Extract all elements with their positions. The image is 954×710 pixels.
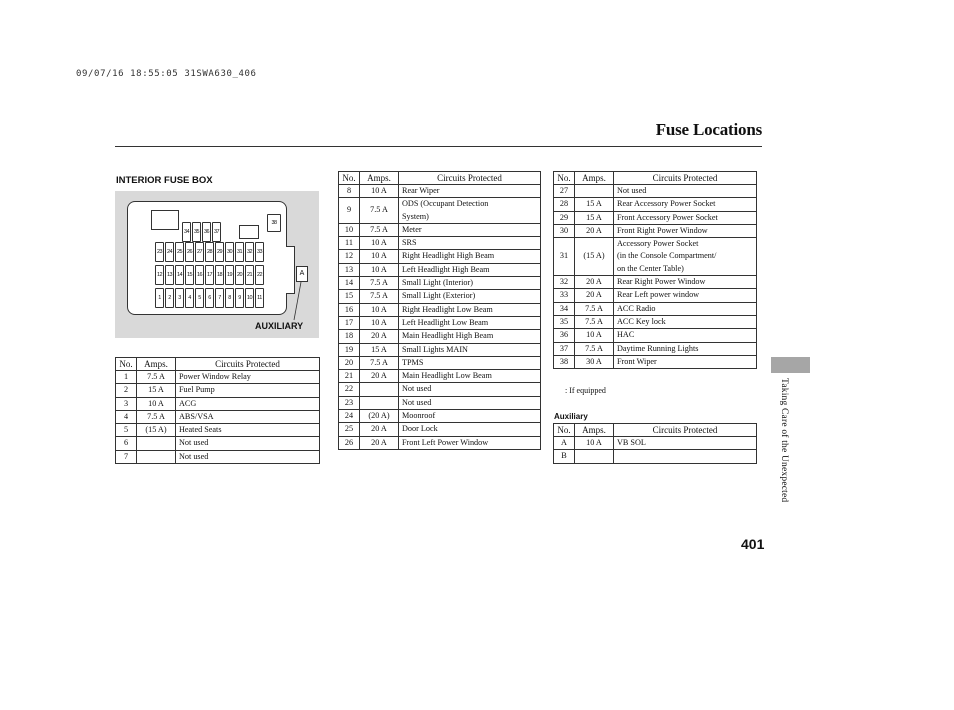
fuse-number: 18 — [339, 330, 360, 343]
fuse-amps: 20 A — [575, 289, 614, 302]
fuse-number: 29 — [554, 211, 575, 224]
table-row — [339, 370, 541, 383]
fuse-8: 8 — [225, 288, 234, 308]
fuse-29: 29 — [215, 242, 224, 262]
fuse-number: 3 — [116, 397, 137, 410]
fuse-3: 3 — [175, 288, 184, 308]
header-circuits: Circuits Protected — [176, 358, 320, 371]
fuse-31: 31 — [235, 242, 244, 262]
fuse-number: 38 — [554, 355, 575, 368]
fuse-amps: 7.5 A — [575, 342, 614, 355]
footnote: : If equipped — [565, 386, 606, 395]
table-row — [339, 237, 541, 250]
fuse-number: 6 — [116, 437, 137, 450]
fuse-amps: 15 A — [575, 198, 614, 211]
fuse-circuit — [399, 303, 541, 316]
fuse-amps: 7.5 A — [137, 410, 176, 423]
circuit-line: Rear Left power window — [617, 290, 700, 300]
fuse-circuit — [399, 370, 541, 383]
header-no: No. — [554, 424, 575, 437]
fuse-10: 10 — [245, 288, 254, 308]
fuse-number: 15 — [339, 290, 360, 303]
table-row — [339, 303, 541, 316]
circuit-line: Meter — [402, 224, 422, 234]
fuse-number: 32 — [554, 276, 575, 289]
fuse-amps: 7.5 A — [360, 356, 399, 369]
fuse-amps: (20 A) — [360, 410, 399, 423]
fuse-circuit — [399, 237, 541, 250]
fuse-amps: 20 A — [575, 276, 614, 289]
fuse-table-2 — [338, 171, 541, 450]
fuse-14: 14 — [175, 265, 184, 285]
fuse-number: 26 — [339, 436, 360, 449]
fuse-amps: 7.5 A — [575, 302, 614, 315]
circuit-line: Small Lights MAIN — [402, 344, 468, 354]
circuit-line — [617, 450, 753, 462]
fuse-number: 17 — [339, 316, 360, 329]
table-row — [339, 316, 541, 329]
fuse-circuit — [614, 289, 757, 302]
fuse-amps: 20 A — [360, 423, 399, 436]
fuse-number: 21 — [339, 370, 360, 383]
fuse-amps: 10 A — [137, 397, 176, 410]
fuse-number: 9 — [339, 198, 360, 224]
table-row — [339, 356, 541, 369]
page-title: Fuse Locations — [655, 120, 762, 139]
fuse-number: 24 — [339, 410, 360, 423]
fuse-circuit — [399, 250, 541, 263]
circuit-line: Not used — [402, 384, 432, 394]
fuse-circuit — [399, 277, 541, 290]
circuit-line: Right Headlight High Beam — [402, 251, 495, 261]
fuse-circuit — [399, 383, 541, 396]
fuse-27: 27 — [195, 242, 204, 262]
page-number: 401 — [741, 536, 765, 552]
fuse-22: 22 — [255, 265, 264, 285]
fuse-amps — [137, 450, 176, 463]
fuse-circuit: Fuel Pump — [176, 384, 320, 397]
fuse-number: 27 — [554, 185, 575, 198]
fuse-amps: 10 A — [360, 303, 399, 316]
fuse-number: 13 — [339, 263, 360, 276]
header-no: No. — [116, 358, 137, 371]
fuse-circuit — [614, 437, 757, 450]
fuse-17: 17 — [205, 265, 214, 285]
table-header-row — [339, 172, 541, 185]
circuit-line: Main Headlight High Beam — [402, 331, 494, 341]
fuse-amps — [137, 437, 176, 450]
fuse-circuit — [614, 238, 757, 276]
circuit-line: Front Left Power Window — [402, 437, 489, 447]
fuse-circuit: Not used — [176, 450, 320, 463]
fuse-number: 10 — [339, 223, 360, 236]
circuit-line: Small Light (Interior) — [402, 278, 473, 288]
circuit-line: Rear Wiper — [402, 186, 440, 195]
fuse-circuit — [614, 276, 757, 289]
fuse-circuit — [399, 263, 541, 276]
fuse-circuit — [399, 198, 541, 224]
fuse-circuit — [399, 343, 541, 356]
fuse-34: 34 — [182, 222, 191, 242]
auxiliary-pointer-line — [115, 191, 319, 338]
table-row — [116, 384, 320, 397]
fuse-2: 2 — [165, 288, 174, 308]
circuit-line: Small Light (Exterior) — [402, 291, 476, 301]
fuse-number: A — [554, 437, 575, 450]
fuse-number: 8 — [339, 185, 360, 198]
fuse-number: 34 — [554, 302, 575, 315]
fuse-38: 38 — [267, 214, 281, 232]
fuse-circuit — [399, 436, 541, 449]
table-row — [554, 185, 757, 198]
table-row — [339, 263, 541, 276]
fuse-circuit — [614, 450, 757, 463]
table-row — [116, 410, 320, 423]
table-header-row — [116, 358, 320, 371]
fuse-amps: 10 A — [360, 263, 399, 276]
fuse-number: 19 — [339, 343, 360, 356]
fuse-circuit — [399, 410, 541, 423]
circuit-line: Daytime Running Lights — [617, 343, 699, 353]
table-row — [554, 450, 757, 463]
circuit-line: (in the Console Compartment/ — [617, 251, 717, 261]
fuse-circuit — [614, 302, 757, 315]
fuse-circuit: Not used — [176, 437, 320, 450]
fuse-number: 1 — [116, 371, 137, 384]
fuse-12: 12 — [155, 265, 164, 285]
fuse-number: B — [554, 450, 575, 463]
fuse-amps: 15 A — [575, 211, 614, 224]
fuse-circuit: ABS/VSA — [176, 410, 320, 423]
circuit-line: Rear Right Power Window — [617, 277, 706, 287]
fuse-number: 23 — [339, 396, 360, 409]
fuse-number: 31 — [554, 238, 575, 276]
table-row — [339, 343, 541, 356]
table-row — [554, 342, 757, 355]
fuse-20: 20 — [235, 265, 244, 285]
circuit-line: ACC Key lock — [617, 316, 666, 326]
table-row — [554, 437, 757, 450]
header-no: No. — [339, 172, 360, 185]
table-row — [339, 410, 541, 423]
interior-fuse-box-heading: INTERIOR FUSE BOX — [116, 175, 213, 186]
fuse-amps: 10 A — [360, 185, 399, 198]
table-header-row — [554, 172, 757, 185]
fuse-23: 23 — [155, 242, 164, 262]
table-row — [554, 329, 757, 342]
table-row — [339, 436, 541, 449]
table-row — [339, 423, 541, 436]
fuse-36: 36 — [202, 222, 211, 242]
fuse-33: 33 — [255, 242, 264, 262]
table-row — [554, 238, 757, 276]
fuse-28: 28 — [205, 242, 214, 262]
header-amps: Amps. — [137, 358, 176, 371]
fuse-35: 35 — [192, 222, 201, 242]
table-row — [339, 330, 541, 343]
header-circuits: Circuits Protected — [614, 172, 757, 185]
title-divider — [115, 146, 762, 147]
fuse-25: 25 — [175, 242, 184, 262]
fuse-amps: 15 A — [137, 384, 176, 397]
table-row — [116, 397, 320, 410]
circuit-line: TPMS — [402, 357, 424, 367]
table-row — [554, 302, 757, 315]
table-row — [554, 315, 757, 328]
fuse-circuit — [614, 315, 757, 328]
fuse-number: 30 — [554, 224, 575, 237]
fuse-number: 36 — [554, 329, 575, 342]
fuse-amps: 10 A — [360, 250, 399, 263]
circuit-line: Door Lock — [402, 424, 438, 434]
fuse-21: 21 — [245, 265, 254, 285]
fuse-number: 5 — [116, 424, 137, 437]
fuse-amps: 15 A — [360, 343, 399, 356]
print-stamp: 09/07/16 18:55:05 31SWA630_406 — [76, 69, 257, 79]
circuit-line: Accessory Power Socket — [617, 239, 699, 249]
fuse-7: 7 — [215, 288, 224, 308]
fuse-amps: 20 A — [575, 224, 614, 237]
circuit-line: ACC Radio — [617, 303, 656, 313]
header-amps: Amps. — [360, 172, 399, 185]
table-row — [554, 198, 757, 211]
fuse-1: 1 — [155, 288, 164, 308]
fuse-table-auxiliary-body — [554, 437, 757, 464]
fuse-number: 35 — [554, 315, 575, 328]
circuit-line: HAC — [617, 330, 635, 340]
table-row — [339, 198, 541, 224]
fuse-circuit — [399, 330, 541, 343]
fuse-24: 24 — [165, 242, 174, 262]
table-row — [116, 371, 320, 384]
fuse-37: 37 — [212, 222, 221, 242]
table-row — [116, 424, 320, 437]
circuit-line: Not used — [402, 397, 432, 407]
fuse-circuit — [614, 185, 757, 198]
fuse-table-auxiliary — [553, 423, 757, 464]
fuse-table-1-body — [116, 371, 320, 464]
table-row — [339, 290, 541, 303]
fuse-number: 20 — [339, 356, 360, 369]
table-row — [554, 224, 757, 237]
fuse-32: 32 — [245, 242, 254, 262]
fuse-circuit — [614, 224, 757, 237]
table-row — [554, 211, 757, 224]
fuse-circuit — [399, 356, 541, 369]
circuit-line: SRS — [402, 238, 417, 248]
table-row — [554, 289, 757, 302]
fuse-number: 28 — [554, 198, 575, 211]
section-tab-label: Taking Care of the Unexpected — [779, 378, 789, 503]
circuit-line: Front Right Power Window — [617, 225, 708, 235]
fuse-circuit — [399, 396, 541, 409]
table-row — [339, 250, 541, 263]
table-row — [116, 450, 320, 463]
circuit-line: on the Center Table) — [617, 263, 684, 273]
table-row — [339, 383, 541, 396]
fuse-amps: 7.5 A — [360, 223, 399, 236]
fuse-5: 5 — [195, 288, 204, 308]
fuse-4: 4 — [185, 288, 194, 308]
circuit-line: Main Headlight Low Beam — [402, 371, 492, 381]
fuse-18: 18 — [215, 265, 224, 285]
circuit-line: Left Headlight Low Beam — [402, 317, 489, 327]
fuse-11: 11 — [255, 288, 264, 308]
table-row — [339, 396, 541, 409]
fuse-amps: 7.5 A — [360, 290, 399, 303]
fuse-amps: 10 A — [360, 237, 399, 250]
fuse-30: 30 — [225, 242, 234, 262]
header-amps: Amps. — [575, 424, 614, 437]
fuse-amps — [575, 185, 614, 198]
fuse-number: 22 — [339, 383, 360, 396]
fuse-9: 9 — [235, 288, 244, 308]
fuse-amps: 10 A — [360, 316, 399, 329]
fuse-circuit — [614, 329, 757, 342]
fuse-circuit — [399, 223, 541, 236]
fuse-circuit — [614, 211, 757, 224]
fuse-amps: 10 A — [575, 329, 614, 342]
fuse-6: 6 — [205, 288, 214, 308]
circuit-line: Rear Accessory Power Socket — [617, 199, 716, 209]
fuse-number: 16 — [339, 303, 360, 316]
fuse-table-2-body — [339, 185, 541, 450]
fuse-circuit — [399, 185, 541, 198]
table-row — [339, 185, 541, 198]
fuse-amps: 7.5 A — [360, 277, 399, 290]
fuse-amps: 20 A — [360, 370, 399, 383]
circuit-line: Front Accessory Power Socket — [617, 212, 718, 222]
circuit-line: Not used — [617, 186, 647, 195]
fuse-number: 33 — [554, 289, 575, 302]
header-amps: Amps. — [575, 172, 614, 185]
fuse-circuit — [399, 316, 541, 329]
header-no: No. — [554, 172, 575, 185]
circuit-line: ODS (Occupant Detection — [402, 199, 489, 209]
fuse-circuit — [614, 355, 757, 368]
circuit-line: VB SOL — [617, 438, 646, 447]
fuse-circuit: Heated Seats — [176, 424, 320, 437]
fuse-number: 37 — [554, 342, 575, 355]
header-circuits: Circuits Protected — [399, 172, 541, 185]
fuse-number: 7 — [116, 450, 137, 463]
table-row — [554, 276, 757, 289]
fuse-amps — [575, 450, 614, 463]
table-header-row — [554, 424, 757, 437]
table-row — [339, 223, 541, 236]
fuse-table-3 — [553, 171, 757, 369]
fuse-circuit: Power Window Relay — [176, 371, 320, 384]
fuse-amps: (15 A) — [575, 238, 614, 276]
table-row — [116, 437, 320, 450]
table-row — [339, 277, 541, 290]
fuse-amps: 20 A — [360, 436, 399, 449]
fuse-number: 12 — [339, 250, 360, 263]
fuse-circuit — [614, 342, 757, 355]
table-row — [554, 355, 757, 368]
fuse-box-diagram — [115, 191, 319, 338]
auxiliary-diagram-label: AUXILIARY — [255, 321, 304, 331]
fuse-26: 26 — [185, 242, 194, 262]
fuse-number: 14 — [339, 277, 360, 290]
fuse-circuit — [399, 290, 541, 303]
circuit-line: Moonroof — [402, 411, 436, 421]
fuse-circuit — [399, 423, 541, 436]
auxiliary-table-heading: Auxiliary — [554, 412, 588, 421]
circuit-line: Right Headlight Low Beam — [402, 304, 493, 314]
fuse-amps: 20 A — [360, 330, 399, 343]
fuse-amps: 30 A — [575, 355, 614, 368]
fuse-number: 25 — [339, 423, 360, 436]
fuse-number: 2 — [116, 384, 137, 397]
fuse-15: 15 — [185, 265, 194, 285]
fuse-amps: 7.5 A — [137, 371, 176, 384]
fuse-amps — [360, 383, 399, 396]
fuse-number: 4 — [116, 410, 137, 423]
circuit-line: Left Headlight High Beam — [402, 264, 490, 274]
circuit-line: System) — [402, 211, 429, 221]
fuse-table-3-body — [554, 185, 757, 369]
fuse-table-1 — [115, 357, 320, 464]
fuse-16: 16 — [195, 265, 204, 285]
auxiliary-fuse-a: A — [296, 266, 308, 282]
header-circuits: Circuits Protected — [614, 424, 757, 437]
section-tab-marker — [771, 357, 810, 373]
fuse-13: 13 — [165, 265, 174, 285]
fuse-circuit: ACG — [176, 397, 320, 410]
fuse-circuit — [614, 198, 757, 211]
fuse-amps: (15 A) — [137, 424, 176, 437]
circuit-line: Front Wiper — [617, 356, 657, 366]
fuse-amps: 7.5 A — [360, 198, 399, 224]
fuse-19: 19 — [225, 265, 234, 285]
fuse-amps: 10 A — [575, 437, 614, 450]
fuse-amps — [360, 396, 399, 409]
fuse-number: 11 — [339, 237, 360, 250]
fuse-amps: 7.5 A — [575, 315, 614, 328]
